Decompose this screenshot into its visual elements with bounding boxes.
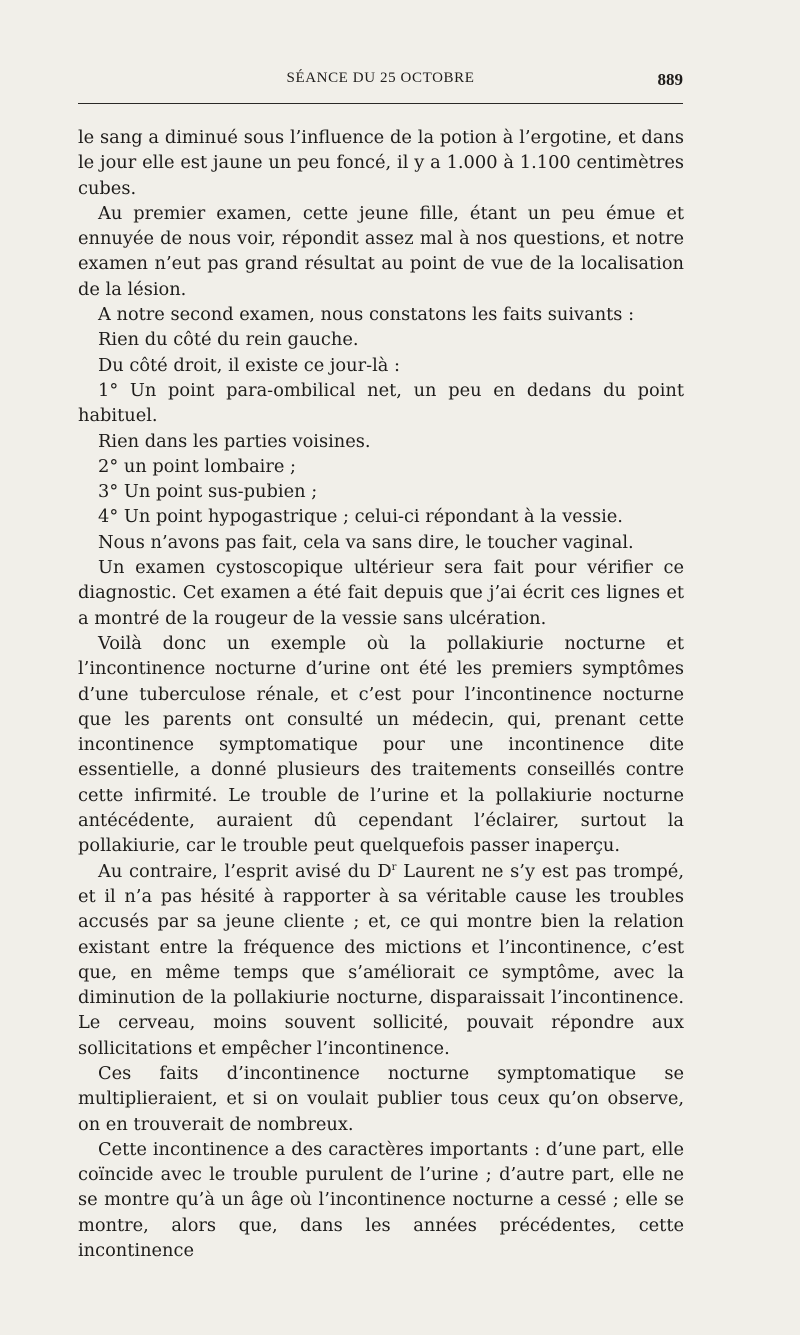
paragraph-multiply: Ces faits d’incontinence nocturne symptomatique se multiplieraient, et si on voulait publier tous ceux qu’on observe, on en trouverait de nombreux. [78, 1062, 684, 1135]
paragraph-vaginal: Nous n’avons pas fait, cela va sans dire, le toucher vaginal. [98, 531, 634, 553]
paragraph-example: Voilà donc un exemple où la pollakiurie nocturne et l’incontinence nocturne d’urine ont été les premiers symptômes d’une tuberculose rénale, et c’est pour l’incontinence nocturne que les parents ont consulté un médecin, qui, prenant cette incontinence symptomatique pour une incontinence dite essentielle, a donné plusieurs des traitements conseillés contre cette infirmité. Le trouble de l’urine et la pollakiurie nocturne antécédente, auraient dû cependant l’éclairer, surtout la pollakiurie, car le trouble peut quelquefois passer inaperçu. [78, 632, 684, 857]
body-text [78, 125, 684, 1263]
header-title: SÉANCE DU 25 OCTOBRE [286, 70, 475, 86]
paragraph-continued: le sang a diminué sous l’influence de la potion à l’ergotine, et dans le jour elle est jaune un peu foncé, il y a 1.000 à 1.100 centimètres cubes. [78, 127, 684, 199]
paragraph-point-4: 4° Un point hypogastrique ; celui-ci répondant à la vessie. [98, 506, 623, 528]
doctor-superscript: r [391, 861, 397, 873]
paragraph-laurent [78, 859, 684, 1061]
laurent-text-before: Au contraire, l’esprit avisé du D [98, 860, 392, 882]
paragraph-neighbouring: Rien dans les parties voisines. [98, 430, 371, 452]
paragraph-right-side: Du côté droit, il existe ce jour-là : [98, 354, 401, 376]
running-header [78, 70, 683, 92]
paragraph-cystoscopy: Un examen cystoscopique ultérieur sera fait pour vérifier ce diagnostic. Cet examen a été fait depuis que j’ai écrit ces lignes et a montré de la rougeur de la vessie sans ulcération. [78, 557, 684, 629]
paragraph-point-3: 3° Un point sus-pubien ; [98, 481, 318, 503]
page-number: 889 [657, 70, 683, 89]
header-rule [78, 103, 683, 104]
laurent-text-after: Laurent ne s’y est pas trompé, et il n’a pas hésité à rapporter à sa véritable cause les troubles accusés par sa jeune cliente ; et, ce qui montre bien la relation existant entre la fréquence des mictions et l’incontinence, c’est que, en même temps que s’améliorait ce symptôme, avec la diminution de la pollakiurie nocturne, disparaissait l’incontinence. Le cerveau, moins souvent sollicité, pouvait répondre aux sollicitations et empêcher l’incontinence. [78, 860, 684, 1059]
paragraph-second-exam: A notre second examen, nous constatons les faits suivants : [98, 304, 635, 326]
paragraph-point-1: 1° Un point para-ombilical net, un peu en dedans du point habituel. [78, 379, 684, 427]
paragraph-left-kidney: Rien du côté du rein gauche. [98, 329, 359, 351]
paragraph-characteristics: Cette incontinence a des caractères importants : d’une part, elle coïncide avec le trouble purulent de l’urine ; d’autre part, elle ne se montre qu’à un âge où l’incontinence nocturne a cessé ; elle se montre, alors que, dans les années précédentes, cette incontinence [78, 1138, 684, 1262]
paragraph-point-2: 2° un point lombaire ; [98, 455, 297, 477]
paragraph-first-exam: Au premier examen, cette jeune fille, étant un peu émue et ennuyée de nous voir, répondit assez mal à nos questions, et notre examen n’eut pas grand résultat au point de vue de la localisation de la lésion. [78, 202, 684, 300]
